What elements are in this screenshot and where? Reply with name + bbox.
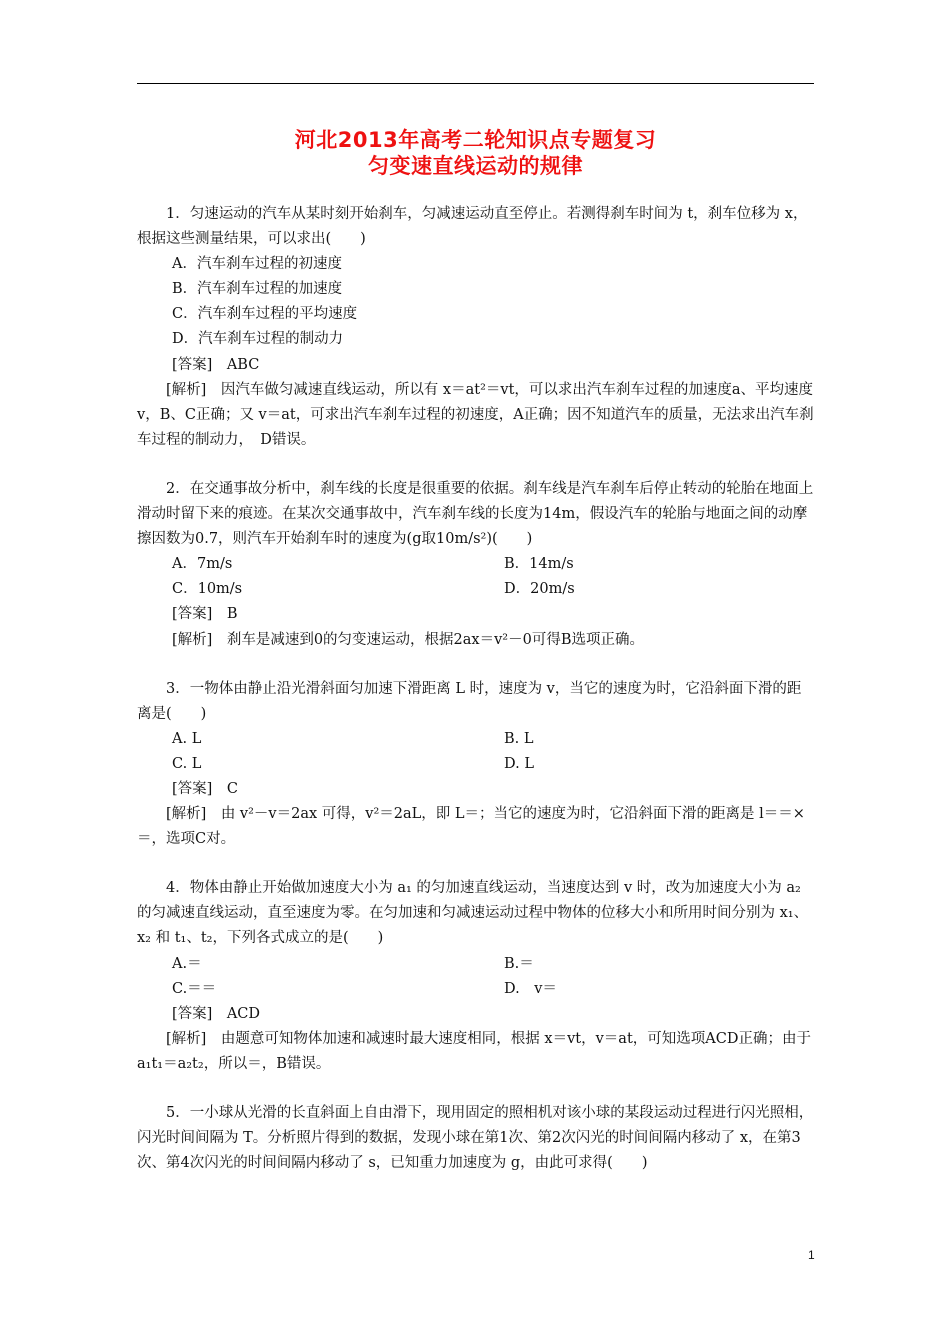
- q4-option-c: C.＝＝: [172, 980, 217, 997]
- q4-answer: [答案] ACD: [172, 1005, 261, 1022]
- page-number: 1: [808, 1248, 815, 1262]
- q2-answer: [答案] B: [172, 606, 238, 623]
- q2-options-row-1: [137, 552, 814, 577]
- q1-option-c: C．汽车刹车过程的平均速度: [172, 306, 358, 323]
- q2-option-c: C．10m/s: [172, 581, 243, 598]
- header-rule: [137, 83, 814, 84]
- q4-option-d: D. v＝: [504, 980, 557, 997]
- q3-analysis: [解析] 由 v²－v＝2ax 可得，v²＝2aL，即 L＝；当它的速度为时，它沿斜面下滑的距离是 l＝＝×＝，选项C对。: [137, 806, 805, 848]
- q2-options-row-2: [137, 577, 814, 602]
- q4-options-row-1: [137, 952, 814, 977]
- q1-option-b: B．汽车刹车过程的加速度: [172, 281, 343, 298]
- q3-stem: 3．一物体由静止沿光滑斜面匀加速下滑距离 L 时，速度为 v，当它的速度为时，它沿斜面下滑的距离是( ): [137, 680, 802, 722]
- q4-stem: 4．物体由静止开始做加速度大小为 a₁ 的匀加速直线运动，当速度达到 v 时，改为加速度大小为 a₂ 的匀减速直线运动，直至速度为零。在匀加速和匀减速运动过程中物体的位移大小和所用时间分别为 x₁、x₂ 和 t₁、t₂，下列各式成立的是( ): [137, 880, 809, 947]
- q2-option-d: D．20m/s: [504, 581, 575, 598]
- q3-option-a: A. L: [172, 730, 202, 747]
- q4-option-a: A.＝: [172, 955, 202, 972]
- q1-option-a: A．汽车刹车过程的初速度: [172, 256, 342, 273]
- q3-options-row-2: [137, 752, 814, 777]
- document-body: [137, 202, 814, 1176]
- q3-answer: [答案] C: [172, 780, 238, 797]
- q2-analysis: [解析] 刹车是减速到0的匀变速运动，根据2ax＝v²－0可得B选项正确。: [172, 631, 644, 648]
- q5-stem: 5．一小球从光滑的长直斜面上自由滑下，现用固定的照相机对该小球的某段运动过程进行闪光照相，闪光时间间隔为 T。分析照片得到的数据，发现小球在第1次、第2次闪光的时间间隔内移动了 x，在第3次、第4次闪光的时间间隔内移动了 s，已知重力加速度为 g，由此可求得( ): [137, 1105, 814, 1172]
- q2-option-b: B．14m/s: [504, 556, 574, 573]
- doc-title: 河北2013年高考二轮知识点专题复习: [294, 128, 657, 152]
- q1-option-d: D．汽车刹车过程的制动力: [172, 331, 344, 348]
- q4-options-row-2: [137, 977, 814, 1002]
- q4-analysis: [解析] 由题意可知物体加速和减速时最大速度相同，根据 x＝vt，v＝at，可知选项ACD正确；由于 a₁t₁＝a₂t₂，所以＝，B错误。: [137, 1030, 811, 1072]
- q3-option-d: D. L: [504, 755, 534, 772]
- q1-stem: 1．匀速运动的汽车从某时刻开始刹车，匀减速运动直至停止。若测得刹车时间为 t，刹车位移为 x，根据这些测量结果，可以求出( ): [137, 206, 808, 248]
- q4-option-b: B.＝: [504, 955, 534, 972]
- doc-subtitle: 匀变速直线运动的规律: [368, 154, 583, 178]
- q3-option-b: B. L: [504, 730, 534, 747]
- q3-options-row-1: [137, 727, 814, 752]
- q1-answer: [答案] ABC: [172, 356, 260, 373]
- q2-option-a: A．7m/s: [172, 556, 233, 573]
- q2-stem: 2．在交通事故分析中，刹车线的长度是很重要的依据。刹车线是汽车刹车后停止转动的轮胎在地面上滑动时留下来的痕迹。在某次交通事故中，汽车刹车线的长度为14m，假设汽车的轮胎与地面之间的动摩擦因数为0.7，则汽车开始刹车时的速度为(g取10m/s²)( ): [137, 480, 814, 548]
- q1-analysis: [解析] 因汽车做匀减速直线运动，所以有 x＝at²＝vt，可以求出汽车刹车过程的加速度a、平均速度 v，B、C正确；又 v＝at，可求出汽车刹车过程的初速度，A正确；因不知道汽车的质量，无法求出汽车刹车过程的制动力， D错误。: [137, 381, 814, 448]
- q3-option-c: C. L: [172, 755, 202, 772]
